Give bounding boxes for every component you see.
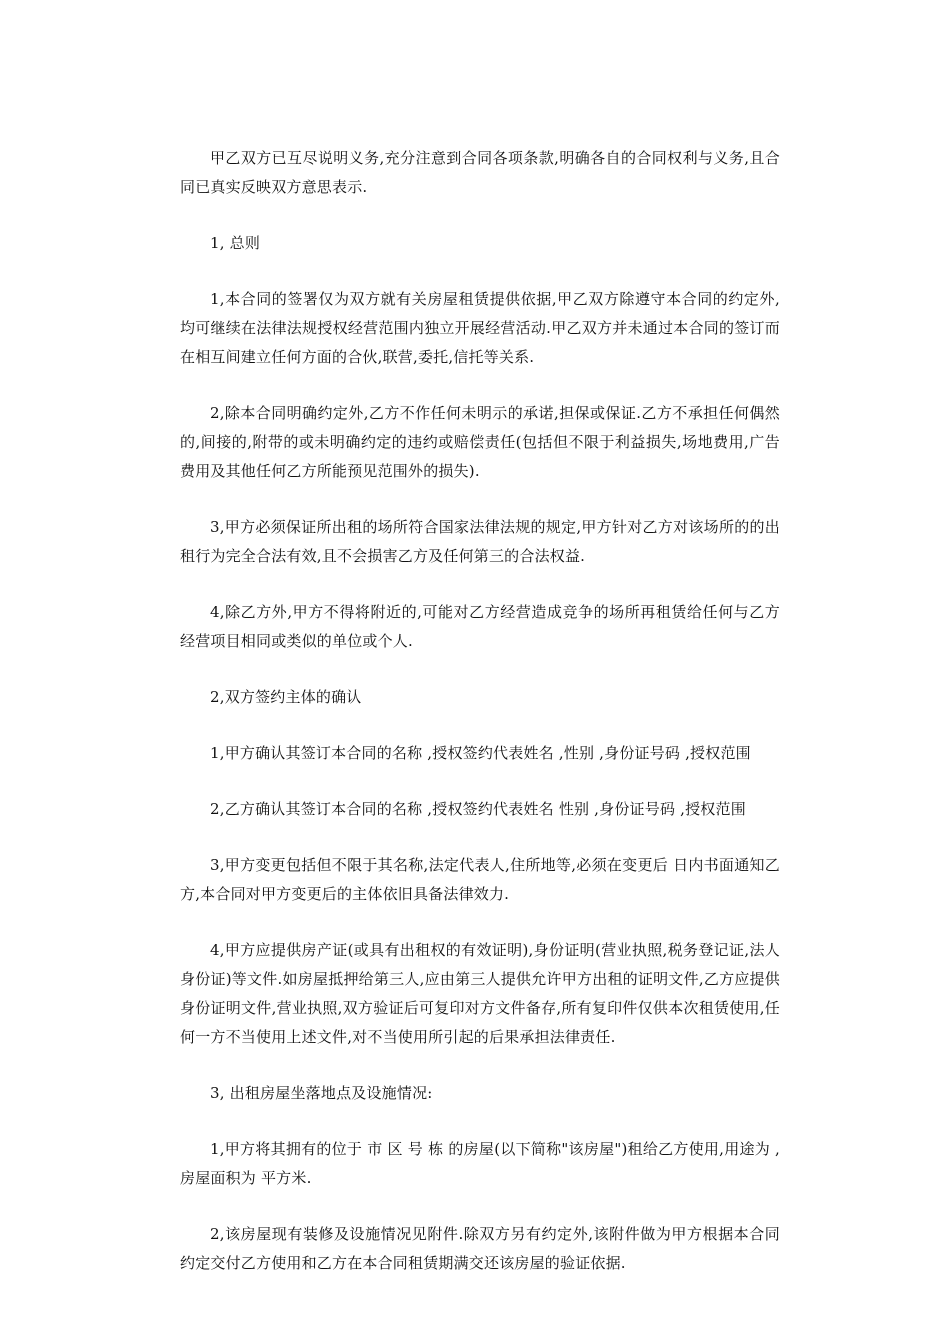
- section-heading-premises: 3, 出租房屋坐落地点及设施情况:: [210, 1084, 433, 1102]
- paragraph-general-2: 2,除本合同明确约定外,乙方不作任何未明示的承诺,担保或保证.乙方不承担任何偶然的,间接的,附带的或未明确约定的违约或赔偿责任(包括但不限于利益损失,场地费用,广告费用及其他任何乙方所能预见范围外的损失).: [180, 404, 780, 480]
- paragraph-intro: 甲乙双方已互尽说明义务,充分注意到合同各项条款,明确各自的合同权利与义务,且合同已真实反映双方意思表示.: [180, 149, 780, 196]
- paragraph-general-3: 3,甲方必须保证所出租的场所符合国家法律法规的规定,甲方针对乙方对该场所的的出租行为完全合法有效,且不会损害乙方及任何第三的合法权益.: [180, 518, 780, 565]
- document-body: [180, 144, 780, 1305]
- paragraph-general-1: 1,本合同的签署仅为双方就有关房屋租赁提供依据,甲乙双方除遵守本合同的约定外,均可继续在法律法规授权经营范围内独立开展经营活动.甲乙双方并未通过本合同的签订而在相互间建立任何方面的合伙,联营,委托,信托等关系.: [180, 290, 780, 366]
- paragraph-premises-2: 2,该房屋现有装修及设施情况见附件.除双方另有约定外,该附件做为甲方根据本合同约定交付乙方使用和乙方在本合同租赁期满交还该房屋的验证依据.: [180, 1225, 780, 1272]
- paragraph-premises-1: 1,甲方将其拥有的位于 市 区 号 栋 的房屋(以下简称"该房屋")租给乙方使用,用途为 ,房屋面积为 平方米.: [180, 1140, 780, 1187]
- paragraph-parties-4: 4,甲方应提供房产证(或具有出租权的有效证明),身份证明(营业执照,税务登记证,法人身份证)等文件.如房屋抵押给第三人,应由第三人提供允许甲方出租的证明文件,乙方应提供身份证明文件,营业执照,双方验证后可复印对方文件备存,所有复印件仅供本次租赁使用,任何一方不当使用上述文件,对不当使用所引起的后果承担法律责任.: [180, 941, 780, 1046]
- section-heading-general: 1, 总则: [210, 234, 261, 252]
- section-heading-parties: 2,双方签约主体的确认: [210, 688, 362, 706]
- paragraph-parties-2: 2,乙方确认其签订本合同的名称 ,授权签约代表姓名 性别 ,身份证号码 ,授权范围: [210, 800, 746, 818]
- paragraph-parties-1: 1,甲方确认其签订本合同的名称 ,授权签约代表姓名 ,性别 ,身份证号码 ,授权范围: [210, 744, 751, 762]
- paragraph-parties-3: 3,甲方变更包括但不限于其名称,法定代表人,住所地等,必须在变更后 日内书面通知乙方,本合同对甲方变更后的主体依旧具备法律效力.: [180, 856, 780, 903]
- paragraph-general-4: 4,除乙方外,甲方不得将附近的,可能对乙方经营造成竞争的场所再租赁给任何与乙方经营项目相同或类似的单位或个人.: [180, 603, 780, 650]
